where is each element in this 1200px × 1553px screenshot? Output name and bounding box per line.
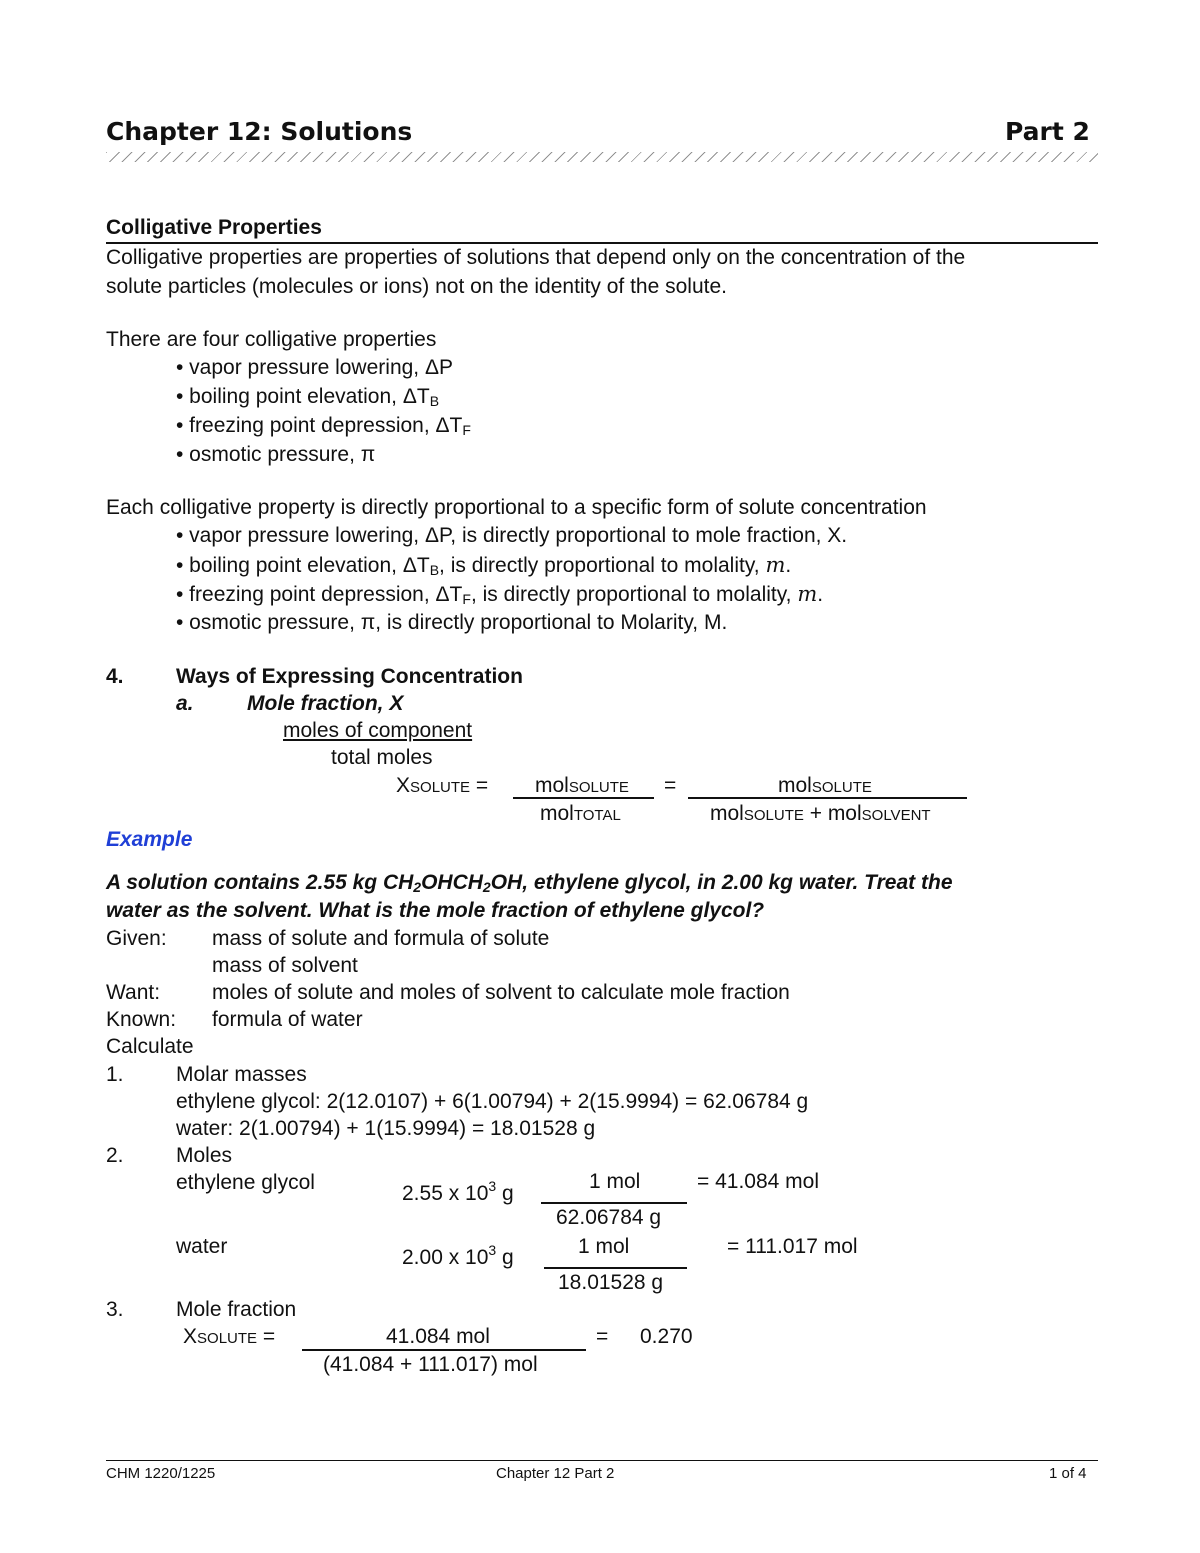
subsection-heading-mole-fraction: Mole fraction, X — [247, 692, 404, 715]
definition-denominator: total moles — [331, 746, 433, 769]
formula1-numerator: molSOLUTE — [535, 774, 629, 797]
eg-quantity: 2.55 x $10^3$ g — [402, 1178, 514, 1205]
intro-line-1: Colligative properties are properties of solutions that depend only on the concentration of the — [106, 246, 966, 269]
header-dotted-divider — [106, 152, 1098, 162]
calculate-label: Calculate — [106, 1035, 194, 1058]
example-label: Example — [106, 828, 193, 851]
mf-numerator: 41.084 mol — [386, 1325, 490, 1348]
given-line-2: mass of solvent — [212, 954, 358, 977]
formula1-denominator: molTOTAL — [540, 802, 621, 825]
section-number: 4. — [106, 665, 124, 688]
ethylene-glycol-molar-mass: ethylene glycol: 2(12.0107) + 6(1.00794) + 2(15.9994) = 62.06784 g — [176, 1090, 809, 1113]
formula1-fraction-bar — [513, 797, 654, 799]
given-line-1: mass of solute and formula of solute — [212, 927, 550, 950]
water-molar-mass: water: 2(1.00794) + 1(15.9994) = 18.01528 g — [176, 1117, 596, 1140]
formula-equals: = — [664, 774, 677, 797]
section-heading-concentration: Ways of Expressing Concentration — [176, 665, 523, 688]
footer-divider — [106, 1460, 1098, 1461]
water-conversion-numerator: 1 mol — [578, 1235, 630, 1258]
each-property-intro: Each colligative property is directly proportional to a specific form of solute concentration — [106, 496, 927, 519]
section-heading-colligative: Colligative Properties — [106, 216, 322, 239]
list2-vapor-pressure: • vapor pressure lowering, ΔP, is directly proportional to mole fraction, X. — [176, 524, 848, 547]
mf-equals: = — [596, 1325, 609, 1348]
list1-freezing-point: • freezing point depression, $\Delta T_F$ — [176, 414, 471, 438]
list2-freezing-point: • freezing point depression, $\Delta T_F$, is directly proportional to molality, m. — [176, 582, 824, 607]
page-title: Chapter 12: Solutions — [106, 117, 413, 146]
list2-boiling-point: • boiling point elevation, $\Delta T_B$, is directly proportional to molality, m. — [176, 553, 792, 578]
list1-osmotic-pressure: • osmotic pressure, π — [176, 443, 376, 466]
heading-underline — [106, 242, 1098, 244]
intro-line-2: solute particles (molecules or ions) not on the identity of the solute. — [106, 275, 727, 298]
formula2-fraction-bar — [688, 797, 967, 799]
step2-label: Moles — [176, 1144, 233, 1167]
eg-conversion-denominator: 62.06784 g — [556, 1206, 662, 1229]
footer-course: CHM 1220/1225 — [106, 1465, 216, 1482]
want-label: Want: — [106, 981, 161, 1004]
subsection-label: a. — [176, 692, 194, 715]
water-moles-label: water — [176, 1235, 228, 1258]
x-solute-label: XSOLUTE = — [396, 774, 489, 797]
mf-fraction-bar — [302, 1349, 586, 1351]
step1-number: 1. — [106, 1063, 124, 1086]
step3-label: Mole fraction — [176, 1298, 297, 1321]
water-moles-result: = 111.017 mol — [727, 1235, 858, 1258]
list1-vapor-pressure: • vapor pressure lowering, ΔP — [176, 356, 453, 379]
water-quantity: 2.00 x $10^3$ g — [402, 1242, 514, 1269]
part-label: Part 2 — [1005, 117, 1090, 146]
eg-conversion-numerator: 1 mol — [589, 1170, 641, 1193]
footer-page-number: 1 of 4 — [1049, 1465, 1087, 1482]
list2-osmotic-pressure: • osmotic pressure, π, is directly proportional to Molarity, M. — [176, 611, 728, 634]
formula2-numerator: molSOLUTE — [778, 774, 872, 797]
step1-label: Molar masses — [176, 1063, 307, 1086]
step2-number: 2. — [106, 1144, 124, 1167]
definition-numerator: moles of component — [283, 719, 473, 742]
mf-denominator: (41.084 + 111.017) mol — [323, 1353, 538, 1376]
formula2-denominator: molSOLUTE + molSOLVENT — [710, 802, 931, 825]
water-fraction-bar — [544, 1267, 687, 1269]
given-label: Given: — [106, 927, 167, 950]
eg-moles-result: = 41.084 mol — [697, 1170, 820, 1193]
step3-number: 3. — [106, 1298, 124, 1321]
known-label: Known: — [106, 1008, 177, 1031]
list1-boiling-point: • boiling point elevation, $\Delta T_B$ — [176, 385, 440, 409]
four-properties-intro: There are four colligative properties — [106, 328, 437, 351]
want-text: moles of solute and moles of solvent to calculate mole fraction — [212, 981, 790, 1004]
mf-result: 0.270 — [640, 1325, 693, 1348]
eg-fraction-bar — [541, 1202, 687, 1204]
water-conversion-denominator: 18.01528 g — [558, 1271, 664, 1294]
footer-chapter: Chapter 12 Part 2 — [496, 1465, 615, 1482]
eg-moles-label: ethylene glycol — [176, 1171, 315, 1194]
problem-line-1: A solution contains 2.55 kg $CH_2OHCH_2OH$, ethylene glycol, in 2.00 kg water. Treat the — [106, 871, 953, 895]
problem-line-2: water as the solvent. What is the mole fraction of ethylene glycol? — [106, 899, 765, 922]
known-text: formula of water — [212, 1008, 363, 1031]
mf-x-solute-label: XSOLUTE = — [183, 1325, 276, 1348]
